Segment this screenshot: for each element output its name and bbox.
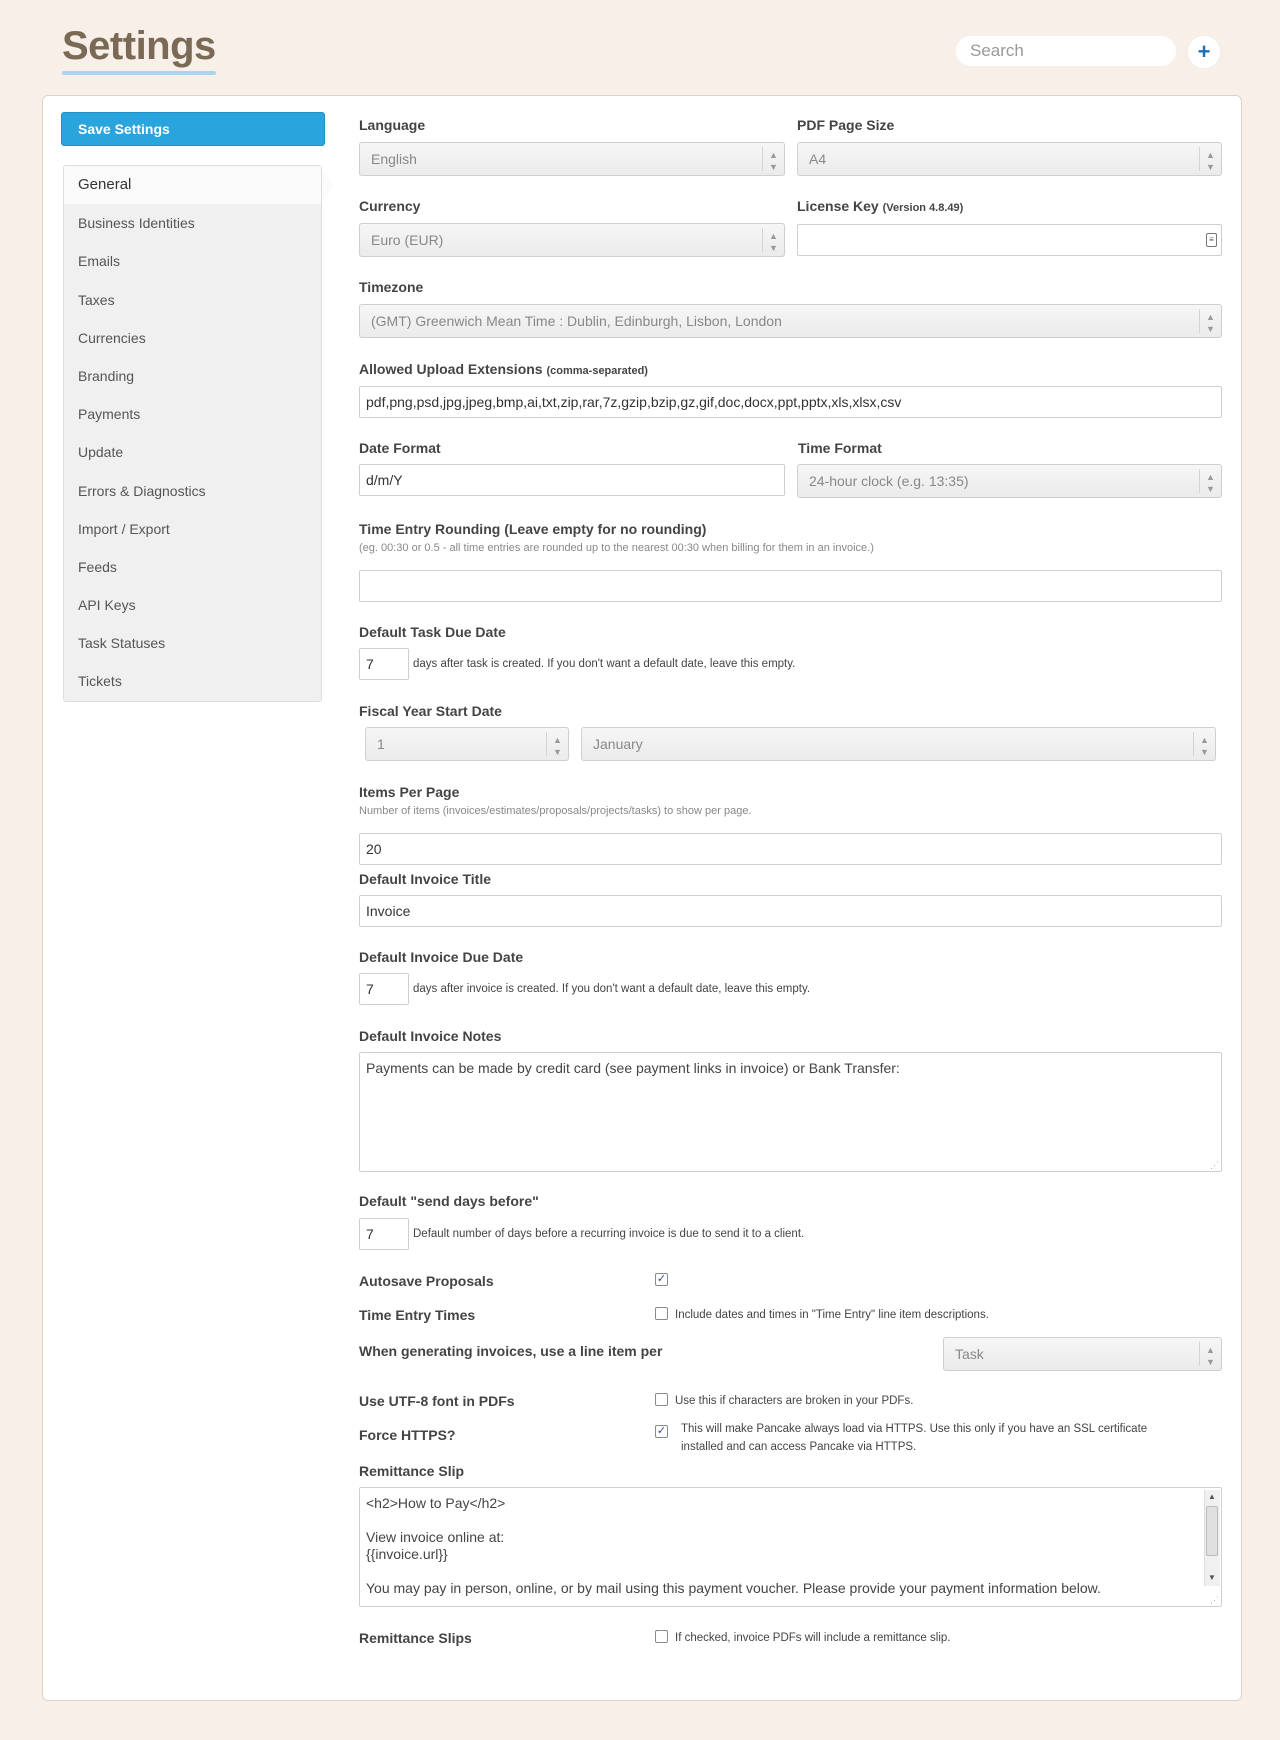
time-entry-times-label: Time Entry Times	[359, 1307, 476, 1323]
items-per-page-label: Items Per Page	[359, 784, 460, 800]
sidebar-item-errors-diagnostics[interactable]: Errors & Diagnostics	[78, 482, 206, 499]
invoice-notes-textarea[interactable]	[359, 1052, 1222, 1172]
timezone-label: Timezone	[359, 279, 424, 295]
fiscal-day-value: 1	[377, 736, 385, 752]
sidebar-item-emails[interactable]: Emails	[78, 253, 121, 270]
invoice-title-input[interactable]	[359, 895, 1222, 927]
remittance-slips-checkbox[interactable]	[655, 1630, 668, 1643]
currency-value: Euro (EUR)	[371, 232, 444, 248]
time-format-label: Time Format	[798, 440, 882, 456]
autosave-label: Autosave Proposals	[359, 1273, 494, 1289]
timezone-value: (GMT) Greenwich Mean Time : Dublin, Edinburgh, Lisbon, London	[371, 313, 782, 329]
remittance-slips-note: If checked, invoice PDFs will include a remittance slip.	[675, 1632, 951, 1644]
https-label: Force HTTPS?	[359, 1427, 456, 1443]
sidebar-item-import-export[interactable]: Import / Export	[78, 520, 170, 537]
rounding-hint: (eg. 00:30 or 0.5 - all time entries are rounded up to the nearest 00:30 when billing for them in an invoice.)	[359, 542, 874, 554]
select-arrows-icon: ▲ ▼	[762, 147, 784, 171]
sidebar-item-currencies[interactable]: Currencies	[78, 329, 146, 346]
license-label-text: License Key	[797, 198, 879, 214]
line-item-value: Task	[955, 1346, 984, 1362]
select-arrows-icon: ▲ ▼	[1199, 1342, 1221, 1366]
time-format-select[interactable]	[797, 464, 1222, 498]
pdf-size-label: PDF Page Size	[797, 117, 895, 133]
invoice-due-label: Default Invoice Due Date	[359, 949, 524, 965]
license-label	[797, 198, 963, 214]
save-settings-button[interactable]: Save Settings	[61, 112, 325, 146]
currency-select[interactable]	[359, 223, 785, 257]
items-per-page-input[interactable]	[359, 833, 1222, 865]
resize-grip-icon[interactable]: ⋰	[1210, 1595, 1219, 1605]
utf8-note: Use this if characters are broken in your PDFs.	[675, 1395, 914, 1407]
scroll-thumb[interactable]	[1206, 1506, 1218, 1556]
https-note-line1: This will make Pancake always load via HTTPS. Use this only if you have an SSL certificate	[681, 1423, 1148, 1435]
sidebar-item-taxes[interactable]: Taxes	[78, 291, 115, 308]
settings-sidebar	[63, 165, 322, 702]
timezone-select[interactable]	[359, 304, 1222, 338]
rounding-label: Time Entry Rounding (Leave empty for no rounding)	[359, 521, 707, 537]
task-due-label: Default Task Due Date	[359, 624, 506, 640]
date-format-label: Date Format	[359, 440, 441, 456]
upload-ext-label-text: Allowed Upload Extensions	[359, 361, 543, 377]
select-arrows-icon: ▲ ▼	[762, 228, 784, 252]
utf8-checkbox[interactable]	[655, 1393, 668, 1406]
upload-ext-label	[359, 361, 648, 377]
send-days-note: Default number of days before a recurring invoice is due to send it to a client.	[413, 1228, 805, 1240]
utf8-label: Use UTF-8 font in PDFs	[359, 1393, 515, 1409]
license-version: (Version 4.8.49)	[882, 202, 964, 214]
task-due-input[interactable]	[359, 648, 409, 680]
remittance-slip-textarea[interactable]	[359, 1487, 1222, 1607]
fiscal-day-select[interactable]	[365, 727, 569, 761]
invoice-title-label: Default Invoice Title	[359, 871, 491, 887]
sidebar-item-tickets[interactable]: Tickets	[78, 673, 122, 690]
fiscal-month-select[interactable]	[581, 727, 1216, 761]
fiscal-month-value: January	[593, 736, 643, 752]
time-format-value: 24-hour clock (e.g. 13:35)	[809, 473, 969, 489]
line-item-label: When generating invoices, use a line item per	[359, 1343, 663, 1359]
sidebar-item-payments[interactable]: Payments	[78, 406, 141, 423]
remittance-slip-label: Remittance Slip	[359, 1463, 465, 1479]
upload-extensions-input[interactable]	[359, 386, 1222, 418]
select-arrows-icon: ▲ ▼	[1199, 309, 1221, 333]
sidebar-item-business-identities[interactable]: Business Identities	[78, 215, 195, 232]
https-note-line2: installed and can access Pancake via HTTPS.	[681, 1441, 917, 1453]
pdf-size-select[interactable]	[797, 142, 1222, 176]
invoice-due-note: days after invoice is created. If you don't want a default date, leave this empty.	[413, 983, 811, 995]
https-checkbox[interactable]: ✓	[656, 1425, 667, 1437]
sidebar-item-api-keys[interactable]: API Keys	[78, 597, 136, 614]
select-arrows-icon: ▲ ▼	[1193, 732, 1215, 756]
send-days-label: Default "send days before"	[359, 1193, 539, 1209]
sidebar-item-feeds[interactable]: Feeds	[78, 558, 117, 575]
language-label: Language	[359, 117, 426, 133]
sidebar-item-branding[interactable]: Branding	[78, 367, 135, 384]
search-input[interactable]	[956, 36, 1176, 66]
add-button[interactable]: +	[1187, 35, 1221, 69]
scroll-up-icon[interactable]: ▲	[1208, 1492, 1216, 1501]
sidebar-item-task-statuses[interactable]: Task Statuses	[78, 635, 166, 652]
send-days-input[interactable]	[359, 1218, 409, 1250]
scroll-down-icon[interactable]: ▼	[1208, 1573, 1216, 1582]
page-title: Settings	[62, 24, 216, 75]
language-select[interactable]	[359, 142, 785, 176]
fiscal-label: Fiscal Year Start Date	[359, 703, 502, 719]
currency-label: Currency	[359, 198, 421, 214]
time-entry-times-note: Include dates and times in "Time Entry" line item descriptions.	[675, 1309, 989, 1321]
upload-ext-sub: (comma-separated)	[546, 365, 648, 377]
sidebar-item-general[interactable]: General	[64, 166, 321, 204]
autosave-checkbox[interactable]: ✓	[656, 1273, 667, 1285]
invoice-notes-label: Default Invoice Notes	[359, 1028, 502, 1044]
key-icon: ≡	[1206, 233, 1217, 247]
language-value: English	[371, 151, 417, 167]
select-arrows-icon: ▲ ▼	[1199, 147, 1221, 171]
sidebar-item-update[interactable]: Update	[78, 444, 124, 461]
remittance-slips-label: Remittance Slips	[359, 1630, 472, 1646]
select-arrows-icon: ▲ ▼	[546, 732, 568, 756]
items-per-page-hint: Number of items (invoices/estimates/proposals/projects/tasks) to show per page.	[359, 805, 752, 817]
resize-grip-icon[interactable]: ⋰	[1210, 1160, 1219, 1170]
time-entry-times-checkbox[interactable]	[655, 1307, 668, 1320]
date-format-input[interactable]	[359, 464, 785, 496]
line-item-select[interactable]	[943, 1337, 1222, 1371]
task-due-note: days after task is created. If you don't want a default date, leave this empty.	[413, 658, 796, 670]
invoice-due-input[interactable]	[359, 973, 409, 1005]
rounding-input[interactable]	[359, 570, 1222, 602]
pdf-size-value: A4	[809, 151, 827, 167]
select-arrows-icon: ▲ ▼	[1199, 469, 1221, 493]
license-key-input[interactable]	[797, 224, 1222, 256]
